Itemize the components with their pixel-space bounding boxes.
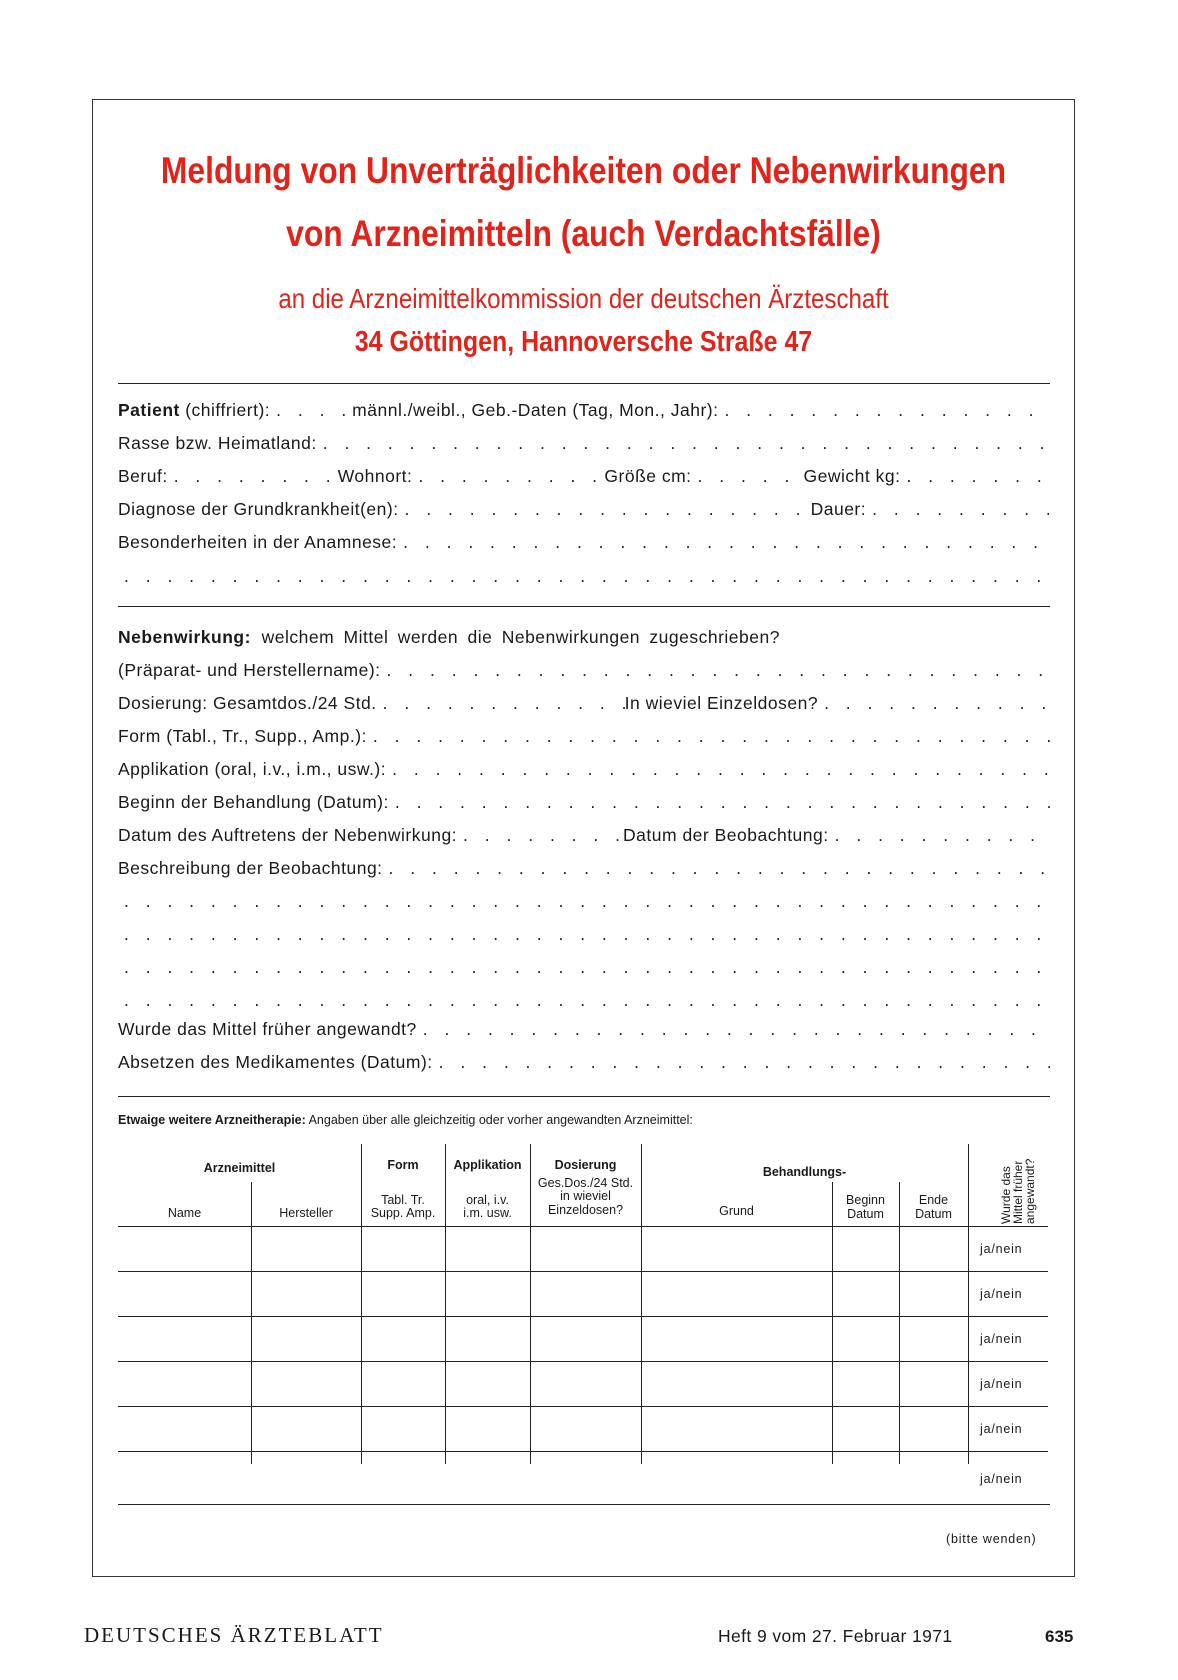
auftreten-row (118, 825, 1050, 847)
header-form-sub1: Tabl. Tr. (381, 1193, 425, 1207)
header-arzneimittel: Arzneimittel (203, 1161, 276, 1175)
form-recipient: an die Arzneimittelkommission der deutschen Ärzteschaft (278, 283, 889, 314)
footer-issue: Heft 9 vom 27. Februar 1971 (718, 1626, 953, 1646)
section-divider (118, 606, 1050, 607)
fill-in-dots[interactable] (317, 433, 1050, 454)
header-beginn-datum: Datum (847, 1207, 884, 1221)
dauer-label: Dauer: (810, 499, 867, 519)
beginn-label: Beginn der Behandlung (Datum): (118, 792, 389, 812)
table-column-divider (361, 1144, 362, 1464)
patient-row (118, 400, 1050, 422)
fill-in-dots[interactable] (383, 858, 1050, 879)
beobachtung-datum-label: Datum der Beobachtung: (623, 825, 829, 845)
form-title-line2: von Arzneimitteln (auch Verdachtsfälle) (286, 213, 881, 254)
gewicht-label: Gewicht kg: (803, 466, 901, 486)
anamnese-row (118, 532, 1050, 554)
fill-in-dots[interactable] (397, 532, 1050, 553)
anamnese-label: Besonderheiten in der Anamnese: (118, 532, 398, 552)
header-ende: Ende (918, 1193, 949, 1207)
form-address: 34 Göttingen, Hannoversche Straße 47 (354, 326, 813, 358)
header-beginn: Beginn (846, 1193, 885, 1207)
fill-in-dots[interactable] (118, 924, 1050, 945)
table-column-divider (641, 1144, 642, 1464)
fill-in-dots[interactable] (118, 990, 1050, 1011)
dotted-line (118, 924, 1050, 946)
header-rot-line1: Wurde das (999, 1166, 1013, 1224)
fill-in-dots[interactable] (692, 466, 804, 487)
fill-in-dots[interactable] (381, 660, 1050, 681)
weitere-therapie-text: Angaben über alle gleichzeitig oder vorher angewandten Arzneimittel: (308, 1113, 693, 1127)
beschreibung-row (118, 858, 1050, 880)
table-column-divider (968, 1144, 969, 1464)
table-row-rule (118, 1406, 1048, 1407)
nebenwirkung-question: welchem Mittel werden die Nebenwirkungen zugeschrieben? (261, 627, 780, 647)
groesse-label: Größe cm: (604, 466, 692, 486)
table-column-divider (899, 1182, 900, 1464)
diagnose-label: Diagnose der Grundkrankheit(en): (118, 499, 399, 519)
form-row (118, 726, 1050, 748)
frueher-row (118, 1019, 1050, 1041)
rasse-row (118, 433, 1050, 455)
janein-cell[interactable]: ja/nein (980, 1422, 1023, 1436)
medication-table (118, 1138, 1050, 1506)
fill-in-dots[interactable] (377, 693, 625, 714)
header-ende-datum: Datum (915, 1207, 952, 1221)
weitere-therapie-label: Etwaige weitere Arzneitherapie: (118, 1113, 306, 1127)
janein-cell[interactable]: ja/nein (980, 1472, 1023, 1486)
section-divider (118, 1096, 1050, 1097)
table-bottom-rule (118, 1504, 1050, 1505)
patient-label: Patient (118, 400, 180, 420)
header-appl-sub2: i.m. usw. (463, 1206, 512, 1220)
table-column-divider (832, 1182, 833, 1464)
beruf-row (118, 466, 1050, 488)
fill-in-dots[interactable] (433, 1052, 1050, 1073)
rasse-label: Rasse bzw. Heimatland: (118, 433, 317, 453)
dosierung-label: Dosierung: Gesamtdos./24 Std. (118, 693, 377, 713)
table-column-divider (445, 1144, 446, 1464)
header-form-sub2: Supp. Amp. (370, 1206, 436, 1220)
fill-in-dots[interactable] (367, 726, 1050, 747)
header-behandlung: Behandlungs- (762, 1165, 847, 1179)
table-row-rule (118, 1316, 1048, 1317)
praeparat-row (118, 660, 1050, 682)
header-rot-line3: angewandt? (1023, 1158, 1037, 1224)
beschreibung-label: Beschreibung der Beobachtung: (118, 858, 383, 878)
fill-in-dots[interactable] (866, 499, 1050, 520)
janein-cell[interactable]: ja/nein (980, 1287, 1023, 1301)
fill-in-dots[interactable] (270, 400, 352, 421)
frueher-label: Wurde das Mittel früher angewandt? (118, 1019, 417, 1039)
header-dos-sub2: in wieviel (560, 1189, 611, 1203)
header-grund: Grund (719, 1204, 754, 1218)
form-label: Form (Tabl., Tr., Supp., Amp.): (118, 726, 367, 746)
dotted-line (118, 566, 1050, 588)
header-dosierung: Dosierung (554, 1158, 617, 1172)
janein-cell[interactable]: ja/nein (980, 1332, 1023, 1346)
form-title-line1: Meldung von Unverträglichkeiten oder Nebenwirkungen (160, 150, 1007, 191)
fill-in-dots[interactable] (417, 1019, 1050, 1040)
table-column-divider (251, 1182, 252, 1464)
header-frueher-angewandt (1000, 1159, 1036, 1224)
header-name: Name (167, 1206, 202, 1220)
praeparat-label: (Präparat- und Herstellername): (118, 660, 381, 680)
einzeldosen-label: In wieviel Einzeldosen? (624, 693, 819, 713)
dotted-line (118, 990, 1050, 1012)
footer-journal-name: DEUTSCHES ÄRZTEBLATT (84, 1623, 384, 1647)
bitte-wenden-note: (bitte wenden) (946, 1532, 1037, 1546)
beginn-row (118, 792, 1050, 814)
applikation-label: Applikation (oral, i.v., i.m., usw.): (118, 759, 387, 779)
fill-in-dots[interactable] (389, 792, 1050, 813)
diagnose-row (118, 499, 1050, 521)
fill-in-dots[interactable] (900, 466, 1050, 487)
patient-chiffriert-label: (chiffriert): (185, 400, 271, 420)
fill-in-dots[interactable] (386, 759, 1050, 780)
wohnort-label: Wohnort: (337, 466, 413, 486)
dotted-line (118, 891, 1050, 913)
fill-in-dots[interactable] (818, 693, 1050, 714)
dosierung-row (118, 693, 1050, 715)
fill-in-dots[interactable] (399, 499, 811, 520)
auftreten-label: Datum des Auftretens der Nebenwirkung: (118, 825, 458, 845)
dotted-line (118, 957, 1050, 979)
absetzen-label: Absetzen des Medikamentes (Datum): (118, 1052, 433, 1072)
fill-in-dots[interactable] (829, 825, 1050, 846)
header-hersteller: Hersteller (279, 1206, 333, 1220)
header-applikation: Applikation (453, 1158, 522, 1172)
nebenwirkung-label: Nebenwirkung: (118, 627, 251, 647)
sex-birthdate-label: männl./weibl., Geb.-Daten (Tag, Mon., Jahr): (352, 400, 719, 420)
table-row-rule (118, 1361, 1048, 1362)
fill-in-dots[interactable] (168, 466, 338, 487)
absetzen-row (118, 1052, 1050, 1074)
table-row-rule (118, 1271, 1048, 1272)
header-dos-sub1: Ges.Dos./24 Std. (537, 1176, 634, 1190)
applikation-row (118, 759, 1050, 781)
fill-in-dots[interactable] (718, 400, 1050, 421)
nebenwirkung-row (118, 627, 1050, 649)
fill-in-dots[interactable] (457, 825, 623, 846)
fill-in-dots[interactable] (118, 891, 1050, 912)
header-appl-sub1: oral, i.v. (466, 1193, 509, 1207)
fill-in-dots[interactable] (118, 566, 1050, 587)
fill-in-dots[interactable] (118, 957, 1050, 978)
weitere-therapie-intro (118, 1113, 693, 1127)
table-row-rule (118, 1451, 1048, 1452)
janein-cell[interactable]: ja/nein (980, 1377, 1023, 1391)
section-divider (118, 383, 1050, 384)
header-dos-sub3: Einzeldosen? (547, 1203, 624, 1217)
table-header-rule (118, 1226, 1048, 1227)
footer-page-number: 635 (1045, 1627, 1074, 1646)
header-form: Form (387, 1158, 419, 1172)
beruf-label: Beruf: (118, 466, 168, 486)
janein-cell[interactable]: ja/nein (980, 1242, 1023, 1256)
header-rot-line2: Mittel früher (1011, 1160, 1025, 1224)
fill-in-dots[interactable] (412, 466, 604, 487)
